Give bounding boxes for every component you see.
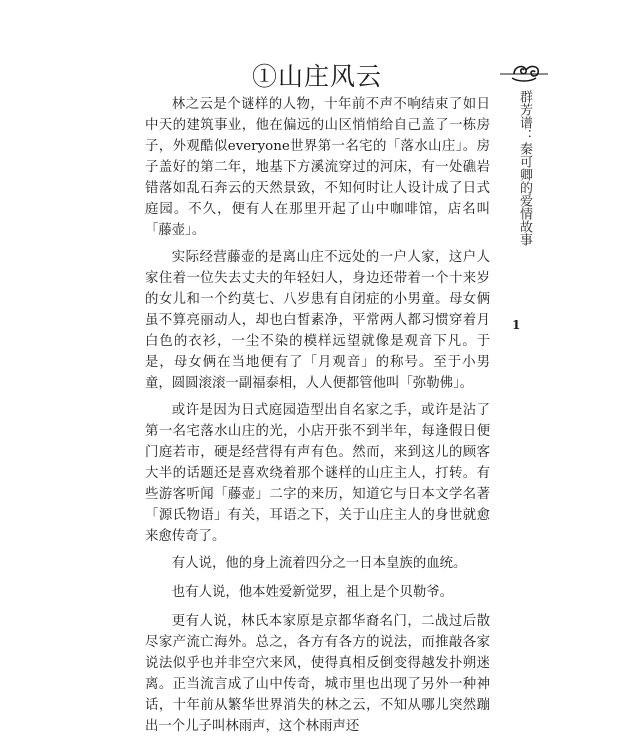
paragraph-6: 更有人说，林氏本家原是京都华裔名门，二战过后散尽家产流亡海外。总之，各方有各方的说法，而推敲各家说法似乎也并非空穴来风，使得真相反倒变得越发扑朔迷离。正当流言成了山中传奇，城市里也出现了另外一种神话，十年前从繁华世界消失的林之云，不知从哪儿突然蹦出一个儿子叫林雨声，这个林雨声还: [145, 614, 490, 734]
chapter-title: [232, 62, 402, 92]
cloud-scroll-ornament-icon: [500, 58, 548, 90]
paragraph-5: 也有人说，他本姓爱新觉罗，祖上是个贝勒爷。: [171, 585, 453, 600]
paragraph-4: 有人说，他的身上流着四分之一日本皇族的血统。: [171, 556, 467, 571]
chapter-number: ①: [251, 62, 278, 91]
paragraph-3: 或许是因为日式庭园造型出自名家之手，或许是沾了第一名宅落水山庄的光，小店开张不到半年，每逢假日便门庭若市，硬是经营得有声有色。然而，来到这儿的顾客大半的话题还是喜欢绕着那个谜样的山庄主人，打转。有些游客听闻「藤壶」二字的来历，知道它与日本文学名著「源氏物语」有关，耳语之下，关于山庄主人的身世就愈来愈传奇了。: [145, 403, 490, 544]
running-book-title: 群芳谱：秦可卿的爱情故事: [517, 90, 532, 246]
paragraph-1: 林之云是个谜样的人物，十年前不声不响结束了如日中天的建筑事业，他在偏远的山区悄悄给自己盖了一栋房子，外观酷似everyone世界第一名宅的「落水山庄」。房子盖好的第二年，地基下方溪流穿过的河床，有一处礁岩错落如乱石奔云的天然景致，不知何时让人设计成了日式庭园。不久，便有人在那里开起了山中咖啡馆，店名叫「藤壶」。: [145, 97, 490, 238]
page-number: 1: [512, 318, 521, 332]
chapter-title-text: 山庄风云: [278, 62, 383, 91]
paragraph-2: 实际经营藤壶的是离山庄不远处的一户人家，这户人家住着一位失去丈夫的年轻妇人，身边还带着一个十来岁的女儿和一个约莫七、八岁患有自闭症的小男童。母女俩虽不算亮丽动人，却也白皙素净，平常两人都习惯穿着月白色的衣衫，一尘不染的模样远望就像是观音下凡。于是，母女俩在当地便有了「月观音」的称号。至于小男童，圆圆滚滚一副福泰相，人人便都管他叫「弥勒佛」。: [145, 250, 490, 391]
body-text: [145, 94, 490, 743]
